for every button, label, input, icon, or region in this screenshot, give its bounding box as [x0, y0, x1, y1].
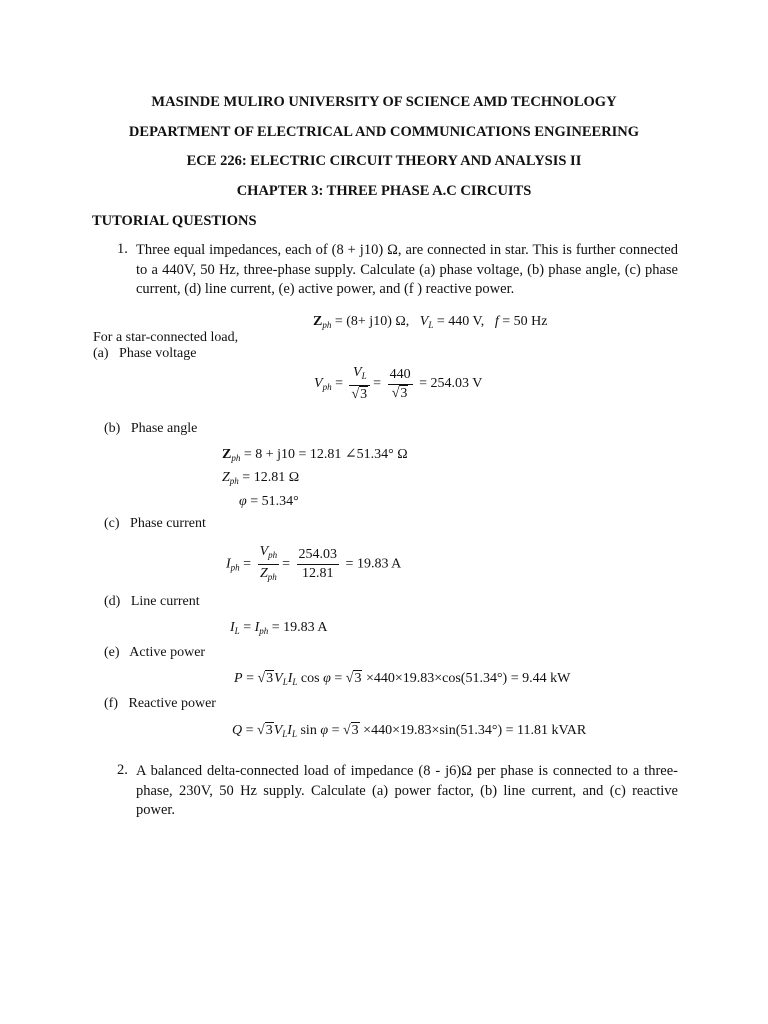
active-power-result: ×440×19.83×cos(51.34°) = 9.44 kW [365, 671, 571, 686]
equation-impedance-complex: $Z_{ph} = 8 + j10 = 12.81$ ∠51.34° Ω [222, 447, 408, 463]
part-d-title: Line current [130, 594, 200, 609]
question-2-text: A balanced delta-connected load of impedance (8 - j6)Ω per phase is connected to a three-phase, 230V, 50 Hz supply. Calculate (a) power factor, (b) line current, and (c) reactive power. [136, 763, 678, 818]
part-a-heading [93, 346, 196, 362]
given-f: 50 Hz [513, 314, 548, 329]
part-f-title: Reactive power [128, 696, 216, 711]
reactive-power-result: ×440×19.83×sin(51.34°) = 11.81 kVAR [363, 723, 587, 738]
question-2-number: 2. [117, 762, 128, 778]
line-current-result: = 19.83 A [271, 620, 328, 635]
part-f-label: (f) [104, 696, 118, 711]
phase-voltage-result: = 254.03 V [419, 376, 483, 392]
impedance-magnitude-value: = 12.81 Ω [242, 470, 300, 485]
part-b-heading [104, 421, 197, 437]
section-title: TUTORIAL QUESTIONS [92, 213, 257, 229]
given-zph: (8+ j10) Ω, [346, 314, 410, 329]
phase-current-result: = 19.83 A [345, 556, 402, 572]
part-f-heading [104, 696, 216, 712]
part-c-title: Phase current [130, 516, 206, 531]
part-b-title: Phase angle [130, 421, 198, 436]
phase-voltage-numerator: 440 [388, 366, 413, 385]
equation-phase-current: $I_{ph}$ = $\frac{V_{ph}}{Z_{ph}}$ = $\frac{254.03}{12.81}$ = 19.83 A [226, 544, 402, 582]
part-e-label: (e) [104, 645, 120, 660]
given-vl: 440 V, [448, 314, 485, 329]
given-values: $Z_{ph} = (8+ j10)$ Ω, $V_L = 440$ V, f = 50 Hz [313, 314, 548, 330]
equation-phase-angle: φ = 51.34° [239, 494, 299, 509]
phase-angle-value: = 51.34° [250, 494, 299, 509]
phase-current-denominator: 12.81 [302, 566, 334, 581]
equation-active-power: $P = √3V_LI_L$ cos φ = √3 ×440×19.83×cos(51.34°) = 9.44 kW [234, 671, 571, 687]
equation-impedance-magnitude: $Z_{ph} = 12.81$ Ω [222, 470, 300, 486]
part-d-label: (d) [104, 594, 121, 609]
department-title: DEPARTMENT OF ELECTRICAL AND COMMUNICATIONS ENGINEERING [128, 124, 640, 140]
part-e-title: Active power [129, 645, 206, 660]
solution-intro: For a star-connected load, [93, 330, 239, 345]
equation-reactive-power: $Q = √3V_LI_L$ sin φ = √3 ×440×19.83×sin(51.34°) = 11.81 kVAR [232, 723, 587, 739]
university-title: MASINDE MULIRO UNIVERSITY OF SCIENCE AMD TECHNOLOGY [151, 94, 617, 110]
impedance-complex-value: = 8 + j10 = 12.81 ∠51.34° Ω [243, 447, 408, 462]
part-b-label: (b) [104, 421, 121, 436]
part-c-label: (c) [104, 516, 120, 531]
chapter-title: CHAPTER 3: THREE PHASE A.C CIRCUITS [236, 183, 532, 199]
equation-line-current: $I_L = I_{ph} = 19.83$ A [230, 620, 328, 636]
phase-voltage-sqrt: 3 [400, 385, 408, 401]
phase-current-numerator: 254.03 [297, 546, 340, 565]
question-1-text: Three equal impedances, each of (8 + j10) Ω, are connected in star. This is further connected to a 440V, 50 Hz, three-phase supply. Calculate (a) phase voltage, (b) phase angle, (c) phase current, (d) line current, (e) active power, and (f ) reactive power. [136, 242, 678, 297]
equation-phase-voltage: $V_{ph}$ = $\frac{V_L}{√3}$ = $\frac{440}{√3}$ = 254.03 V [314, 365, 483, 402]
part-a-label: (a) [93, 346, 109, 361]
part-a-title: Phase voltage [119, 346, 197, 361]
part-d-heading [104, 594, 200, 610]
part-c-heading [104, 516, 206, 532]
part-e-heading [104, 645, 205, 661]
course-title: ECE 226: ELECTRIC CIRCUIT THEORY AND ANALYSIS II [186, 153, 582, 169]
question-1-number: 1. [117, 241, 128, 257]
